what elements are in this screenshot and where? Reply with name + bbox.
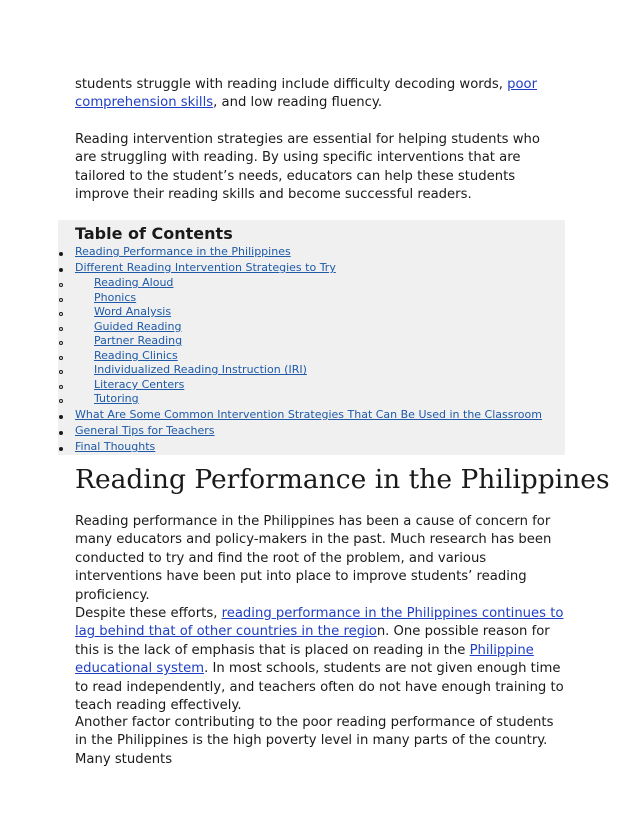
- toc-link[interactable]: Different Reading Intervention Strategies to Try: [75, 261, 336, 274]
- toc-link[interactable]: General Tips for Teachers: [75, 424, 215, 437]
- section-paragraph-2: [75, 605, 565, 715]
- toc-subitem: [94, 334, 182, 348]
- intro-paragraph-2: Reading intervention strategies are essential for helping students who are struggling with reading. By using specific interventions that are tailored to the student’s needs, educators can help these students improve their reading skills and become successful readers.: [75, 132, 540, 203]
- circle-bullet-icon: [59, 298, 63, 302]
- circle-bullet-icon: [59, 370, 63, 374]
- bullet-icon: [59, 447, 63, 451]
- intro-text-end: , and low reading fluency.: [213, 95, 383, 111]
- toc-link[interactable]: Individualized Reading Instruction (IRI): [94, 363, 307, 376]
- philippine-educational-system-link[interactable]: Philippine educational system: [75, 642, 534, 677]
- circle-bullet-icon: [59, 385, 63, 389]
- circle-bullet-icon: [59, 283, 63, 287]
- toc-subitem: [94, 276, 173, 290]
- section-heading: Reading Performance in the Philippines: [75, 464, 610, 495]
- toc-subitem: [94, 363, 307, 377]
- toc-link[interactable]: Word Analysis: [94, 305, 172, 318]
- toc-item: [75, 261, 336, 275]
- toc-subitem: [94, 378, 184, 392]
- toc-link[interactable]: Partner Reading: [94, 334, 183, 347]
- intro-text: students struggle with reading include difficulty decoding words,: [75, 77, 508, 92]
- circle-bullet-icon: [59, 356, 63, 360]
- toc-item: [75, 440, 155, 454]
- toc-item: [75, 245, 291, 259]
- bullet-icon: [59, 431, 63, 435]
- paragraph-text: n. One possible reason for this is the lack of emphasis that is placed on reading in the: [75, 624, 550, 658]
- toc-link[interactable]: Reading Aloud: [94, 276, 174, 289]
- toc-title: Table of Contents: [75, 224, 233, 243]
- toc-subitem: [94, 291, 136, 305]
- toc-subitem: [94, 392, 139, 406]
- section-paragraph-1: Reading performance in the Philippines has been a cause of concern for many educators and policy-makers in the past. Much research has been conducted to try and find the root of the problem, and various interventions have been put into place to improve students’ reading proficiency.: [75, 514, 552, 603]
- toc-link[interactable]: Literacy Centers: [94, 378, 185, 391]
- poor-comprehension-link[interactable]: poor comprehension skills: [75, 77, 538, 111]
- toc-item: [75, 408, 542, 422]
- circle-bullet-icon: [59, 327, 63, 331]
- intro-paragraph-1: [75, 76, 565, 113]
- toc-link[interactable]: Reading Clinics: [94, 349, 178, 362]
- circle-bullet-icon: [59, 341, 63, 345]
- toc-link[interactable]: Phonics: [94, 291, 137, 304]
- circle-bullet-icon: [59, 399, 63, 403]
- toc-link[interactable]: Final Thoughts: [75, 440, 156, 453]
- toc-link[interactable]: Guided Reading: [94, 320, 182, 333]
- circle-bullet-icon: [59, 312, 63, 316]
- bullet-icon: [59, 415, 63, 419]
- toc-link[interactable]: Tutoring: [94, 392, 139, 405]
- section-paragraph-3: Another factor contributing to the poor reading performance of students in the Philippines is the high poverty level in many parts of the country. Many students: [75, 715, 554, 767]
- toc-subitem: [94, 320, 181, 334]
- toc-item: [75, 424, 215, 438]
- toc-subitem: [94, 305, 171, 319]
- toc-link[interactable]: Reading Performance in the Philippines: [75, 245, 291, 258]
- toc-subitem: [94, 349, 178, 363]
- paragraph-text: Despite these efforts,: [75, 606, 222, 621]
- paragraph-text: . In most schools, students are not given enough time to read independently, and teachers often do not have enough training to teach reading effectively.: [75, 661, 564, 714]
- bullet-icon: [59, 252, 63, 256]
- bullet-icon: [59, 268, 63, 272]
- toc-link[interactable]: What Are Some Common Intervention Strategies That Can Be Used in the Classroom: [75, 408, 542, 421]
- lag-behind-link[interactable]: reading performance in the Philippines continues to lag behind that of other countries in the regio: [75, 606, 564, 640]
